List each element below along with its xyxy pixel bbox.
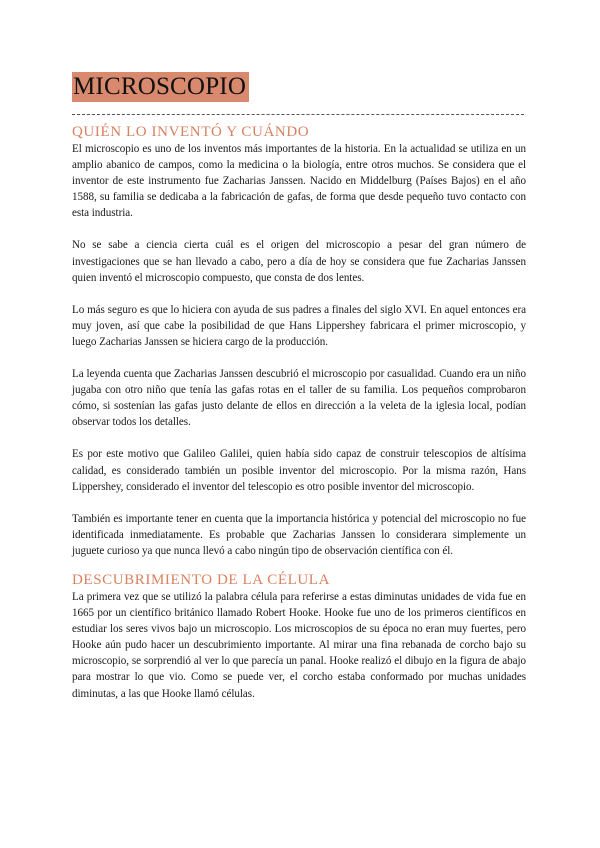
paragraph: Lo más seguro es que lo hiciera con ayuda de sus padres a finales del siglo XVI. En aquel entonces era muy joven, así que cabe la posibilidad de que Hans Lippershey fabricara el primer microscopio, y luego Zacharias Janssen se hiciera cargo de la producción. [72, 303, 526, 348]
paragraph: No se sabe a ciencia cierta cuál es el origen del microscopio a pesar del gran número de investigaciones que se han llevado a cabo, pero a día de hoy se considera que fue Zacharias Janssen quien inventó el microscopio compuesto, que consta de dos lentes. [72, 239, 526, 284]
section-cell [72, 571, 526, 702]
section-heading-cell: DESCUBRIMIENTO DE LA CÉLULA [72, 571, 331, 588]
title-wrap [72, 72, 526, 104]
dashed-divider [72, 114, 524, 115]
document-page [72, 72, 526, 702]
section-inventor [72, 123, 526, 559]
document-title: MICROSCOPIO [72, 72, 249, 102]
paragraph: También es importante tener en cuenta que la importancia histórica y potencial del microscopio no fue identificada inmediatamente. Es probable que Zacharias Janssen lo considerara simplemente un juguete curioso ya que nunca llevó a cabo ningún tipo de observación científica con él. [72, 512, 526, 557]
paragraph: La leyenda cuenta que Zacharias Janssen descubrió el microscopio por casualidad. Cuando era un niño jugaba con otro niño que tenía las gafas rotas en el taller de su familia. Los pequeños comprobaron cómo, si sostenían las gafas justo delante de ellos en dirección a la veleta de la iglesia local, podían observar todos los detalles. [72, 368, 526, 429]
paragraph: Es por este motivo que Galileo Galilei, quien había sido capaz de construir telescopios de altísima calidad, es considerado también un posible inventor del microscopio. Por la misma razón, Hans Lippershey, considerado el inventor del telescopio es otro posible inventor del microscopio. [72, 448, 526, 493]
paragraph: La primera vez que se utilizó la palabra célula para referirse a estas diminutas unidades de vida fue en 1665 por un científico británico llamado Robert Hooke. Hooke fue uno de los primeros científicos en estudiar los seres vivos bajo un microscopio. Los microscopios de su época no eran muy fuertes, pero Hooke aún pudo hacer un descubrimiento importante. Al mirar una fina rebanada de corcho bajo su microscopio, se sorprendió al ver lo que parecía un panal. Hooke realizó el dibujo en la figura de abajo para mostrar lo que vio. Como se puede ver, el corcho estaba conformado por muchas unidades diminutas, a las que Hooke llamó células. [72, 590, 526, 700]
section-heading-inventor: QUIÉN LO INVENTÓ Y CUÁNDO [72, 124, 310, 140]
paragraph: El microscopio es uno de los inventos más importantes de la historia. En la actualidad se utiliza en un amplio abanico de campos, como la medicina o la biología, entre otros muchos. Se considera que el inventor de este instrumento fue Zacharias Janssen. Nacido en Middelburg (Países Bajos) en el año 1588, su familia se dedicaba a la fabricación de gafas, de forma que desde pequeño tuvo contacto con esta industria. [72, 143, 526, 220]
